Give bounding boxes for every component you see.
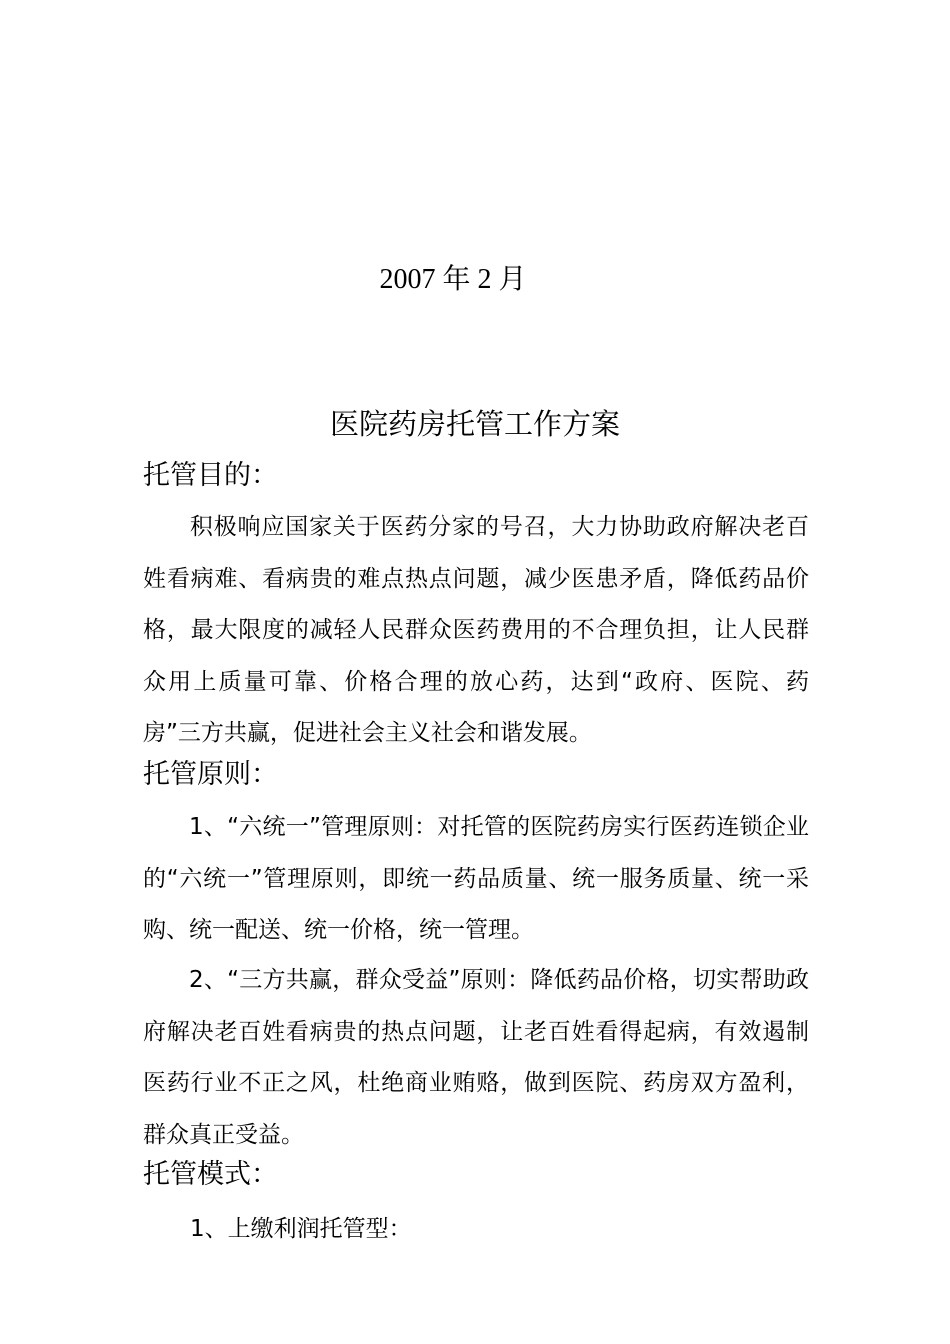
principle-paragraph-2 xyxy=(143,955,809,1161)
section-heading-purpose: 托管目的： xyxy=(143,460,278,491)
section-heading-principles: 托管原则： xyxy=(143,759,278,790)
purpose-paragraph-text: 积极响应国家关于医药分家的号召，大力协助政府解决老百姓看病难、看病贵的难点热点问题，减少医患矛盾，降低药品价格，最大限度的减轻人民群众医药费用的不合理负担，让人民群众用上质量可靠、价格合理的放心药，达到“政府、医院、药房”三方共赢，促进社会主义社会和谐发展。 xyxy=(143,514,809,746)
principle-paragraph-2-text: 2、“三方共赢，群众受益”原则：降低药品价格，切实帮助政府解决老百姓看病贵的热点问题，让老百姓看得起病，有效遏制医药行业不正之风，杜绝商业贿赂，做到医院、药房双方盈利，群众真正受益。 xyxy=(143,967,809,1148)
mode-item-1: 1、上缴利润托管型： xyxy=(190,1216,412,1242)
purpose-paragraph xyxy=(143,502,809,760)
section-heading-modes: 托管模式： xyxy=(143,1159,278,1190)
document-date: 2007 年 2 月 xyxy=(379,264,527,295)
principle-paragraph-1-text: 1、“六统一”管理原则：对托管的医院药房实行医药连锁企业的“六统一”管理原则，即统一药品质量、统一服务质量、统一采购、统一配送、统一价格，统一管理。 xyxy=(143,814,809,943)
document-title: 医院药房托管工作方案 xyxy=(329,407,620,441)
principle-paragraph-1 xyxy=(143,802,809,957)
